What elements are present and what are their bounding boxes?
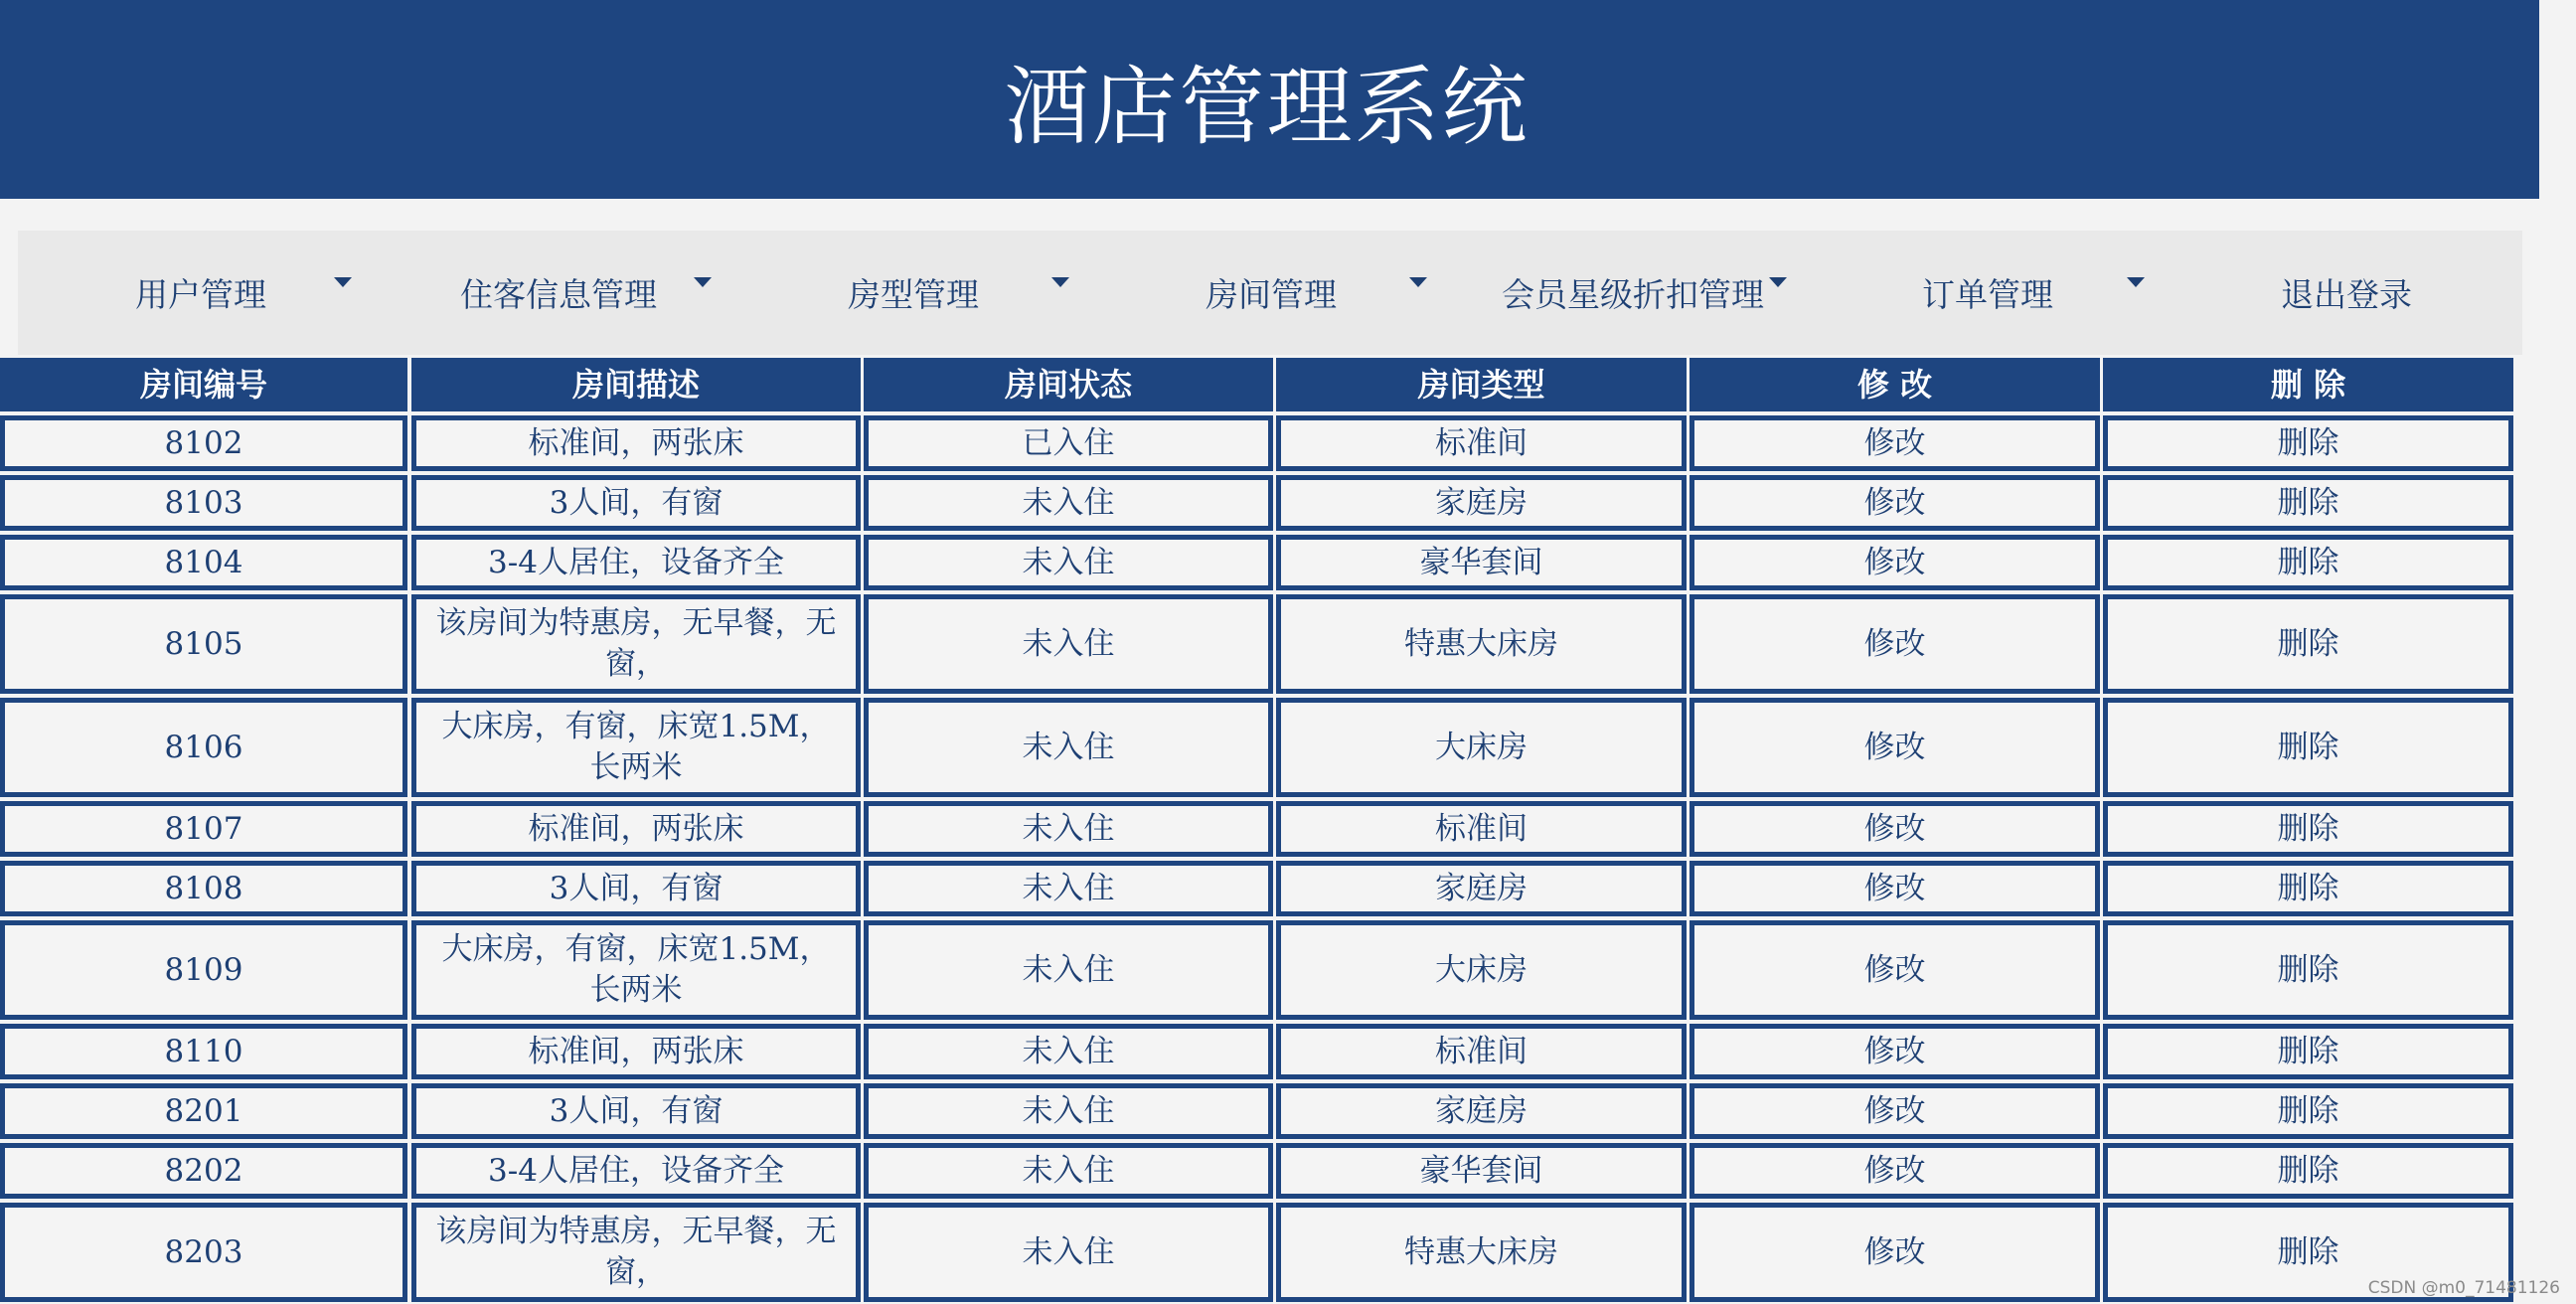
cell-delete-button[interactable]: 删除: [2103, 535, 2513, 590]
cell-room-type: 特惠大床房: [1276, 594, 1687, 694]
cell-room-description: 3-4人居住，设备齐全: [411, 1143, 861, 1199]
cell-edit-button[interactable]: 修改: [1690, 861, 2100, 916]
cell-room-type: 家庭房: [1276, 861, 1687, 916]
app-header: [0, 0, 2539, 199]
cell-edit-button[interactable]: 修改: [1690, 920, 2100, 1020]
cell-room-type: 标准间: [1276, 1024, 1687, 1079]
cell-delete-button[interactable]: 删除: [2103, 1083, 2513, 1139]
table-row: [0, 415, 2514, 471]
cell-room-status: 未入住: [864, 698, 1273, 797]
column-header-delete: 删 除: [2103, 358, 2513, 411]
cell-delete-button[interactable]: 删除: [2103, 698, 2513, 797]
app-title: 酒店管理系统: [1004, 58, 1530, 157]
nav-user-management[interactable]: [135, 231, 266, 355]
cell-room-type: 大床房: [1276, 920, 1687, 1020]
cell-edit-button[interactable]: 修改: [1690, 475, 2100, 531]
nav-order-management-label: 订单管理: [1922, 275, 2053, 314]
nav-room-type-management-label: 房型管理: [848, 275, 979, 314]
nav-user-management-label: 用户管理: [135, 275, 266, 314]
caret-down-icon[interactable]: [334, 277, 352, 287]
nav-guest-info-management[interactable]: [460, 231, 657, 355]
nav-room-management-label: 房间管理: [1206, 275, 1337, 314]
cell-room-status: 未入住: [864, 594, 1273, 694]
cell-delete-button[interactable]: 删除: [2103, 1143, 2513, 1199]
cell-room-number: 8109: [0, 920, 407, 1020]
cell-room-type: 家庭房: [1276, 1083, 1687, 1139]
column-header-room-type: 房间类型: [1276, 358, 1687, 411]
cell-edit-button[interactable]: 修改: [1690, 698, 2100, 797]
nav-member-discount-management[interactable]: [1502, 231, 1764, 355]
table-row: [0, 594, 2514, 694]
table-row: [0, 1203, 2514, 1302]
cell-room-description: 大床房，有窗，床宽1.5M，长两米: [411, 920, 861, 1020]
table-row: [0, 535, 2514, 590]
column-header-room-description: 房间描述: [411, 358, 861, 411]
caret-down-icon[interactable]: [1409, 277, 1427, 287]
nav-room-management[interactable]: [1206, 231, 1337, 355]
nav-guest-info-management-label: 住客信息管理: [460, 275, 657, 314]
cell-edit-button[interactable]: 修改: [1690, 801, 2100, 857]
cell-edit-button[interactable]: 修改: [1690, 1024, 2100, 1079]
cell-room-description: 3-4人居住，设备齐全: [411, 535, 861, 590]
cell-room-type: 特惠大床房: [1276, 1203, 1687, 1302]
nav-member-discount-management-label: 会员星级折扣管理: [1502, 275, 1764, 314]
nav-room-type-management[interactable]: [848, 231, 979, 355]
cell-room-status: 已入住: [864, 415, 1273, 471]
table-row: [0, 1024, 2514, 1079]
cell-delete-button[interactable]: 删除: [2103, 920, 2513, 1020]
nav-logout-label: 退出登录: [2281, 275, 2412, 314]
cell-room-description: 该房间为特惠房，无早餐，无窗，: [411, 1203, 861, 1302]
cell-room-number: 8106: [0, 698, 407, 797]
cell-room-status: 未入住: [864, 1203, 1273, 1302]
table-row: [0, 698, 2514, 797]
nav-order-management[interactable]: [1922, 231, 2053, 355]
cell-room-status: 未入住: [864, 920, 1273, 1020]
caret-down-icon[interactable]: [694, 277, 712, 287]
cell-edit-button[interactable]: 修改: [1690, 535, 2100, 590]
top-nav-bar: [18, 231, 2522, 355]
cell-room-type: 大床房: [1276, 698, 1687, 797]
caret-down-icon[interactable]: [1769, 277, 1787, 287]
column-header-room-status: 房间状态: [864, 358, 1273, 411]
cell-room-description: 标准间，两张床: [411, 415, 861, 471]
cell-room-status: 未入住: [864, 1143, 1273, 1199]
cell-edit-button[interactable]: 修改: [1690, 594, 2100, 694]
cell-room-description: 3人间，有窗: [411, 475, 861, 531]
cell-room-number: 8107: [0, 801, 407, 857]
column-header-edit: 修 改: [1690, 358, 2100, 411]
cell-room-type: 家庭房: [1276, 475, 1687, 531]
cell-room-number: 8203: [0, 1203, 407, 1302]
cell-room-description: 标准间，两张床: [411, 1024, 861, 1079]
column-header-room-number: 房间编号: [0, 358, 407, 411]
cell-room-status: 未入住: [864, 535, 1273, 590]
cell-delete-button[interactable]: 删除: [2103, 475, 2513, 531]
table-row: [0, 861, 2514, 916]
cell-delete-button[interactable]: 删除: [2103, 1203, 2513, 1302]
cell-room-type: 豪华套间: [1276, 1143, 1687, 1199]
table-row: [0, 801, 2514, 857]
cell-room-number: 8104: [0, 535, 407, 590]
cell-room-status: 未入住: [864, 801, 1273, 857]
cell-room-status: 未入住: [864, 1024, 1273, 1079]
cell-room-number: 8201: [0, 1083, 407, 1139]
cell-room-type: 标准间: [1276, 801, 1687, 857]
nav-logout[interactable]: [2281, 231, 2412, 355]
cell-room-status: 未入住: [864, 1083, 1273, 1139]
cell-room-status: 未入住: [864, 475, 1273, 531]
cell-room-description: 3人间，有窗: [411, 861, 861, 916]
cell-delete-button[interactable]: 删除: [2103, 861, 2513, 916]
cell-delete-button[interactable]: 删除: [2103, 415, 2513, 471]
cell-edit-button[interactable]: 修改: [1690, 1143, 2100, 1199]
cell-room-description: 大床房，有窗，床宽1.5M，长两米: [411, 698, 861, 797]
cell-room-number: 8110: [0, 1024, 407, 1079]
table-row: [0, 1083, 2514, 1139]
cell-delete-button[interactable]: 删除: [2103, 801, 2513, 857]
table-row: [0, 1143, 2514, 1199]
footer-watermark: CSDN @m0_71481126: [2367, 1278, 2560, 1298]
cell-delete-button[interactable]: 删除: [2103, 1024, 2513, 1079]
caret-down-icon[interactable]: [2127, 277, 2145, 287]
table-row: [0, 920, 2514, 1020]
cell-room-description: 3人间，有窗: [411, 1083, 861, 1139]
cell-edit-button[interactable]: 修改: [1690, 1083, 2100, 1139]
cell-room-number: 8202: [0, 1143, 407, 1199]
cell-room-type: 标准间: [1276, 415, 1687, 471]
table-row: [0, 475, 2514, 531]
cell-edit-button[interactable]: 修改: [1690, 1203, 2100, 1302]
cell-room-status: 未入住: [864, 861, 1273, 916]
cell-room-number: 8105: [0, 594, 407, 694]
cell-room-number: 8108: [0, 861, 407, 916]
cell-room-number: 8102: [0, 415, 407, 471]
cell-edit-button[interactable]: 修改: [1690, 415, 2100, 471]
cell-room-type: 豪华套间: [1276, 535, 1687, 590]
cell-room-description: 标准间，两张床: [411, 801, 861, 857]
caret-down-icon[interactable]: [1051, 277, 1069, 287]
cell-room-description: 该房间为特惠房，无早餐，无窗，: [411, 594, 861, 694]
cell-delete-button[interactable]: 删除: [2103, 594, 2513, 694]
cell-room-number: 8103: [0, 475, 407, 531]
